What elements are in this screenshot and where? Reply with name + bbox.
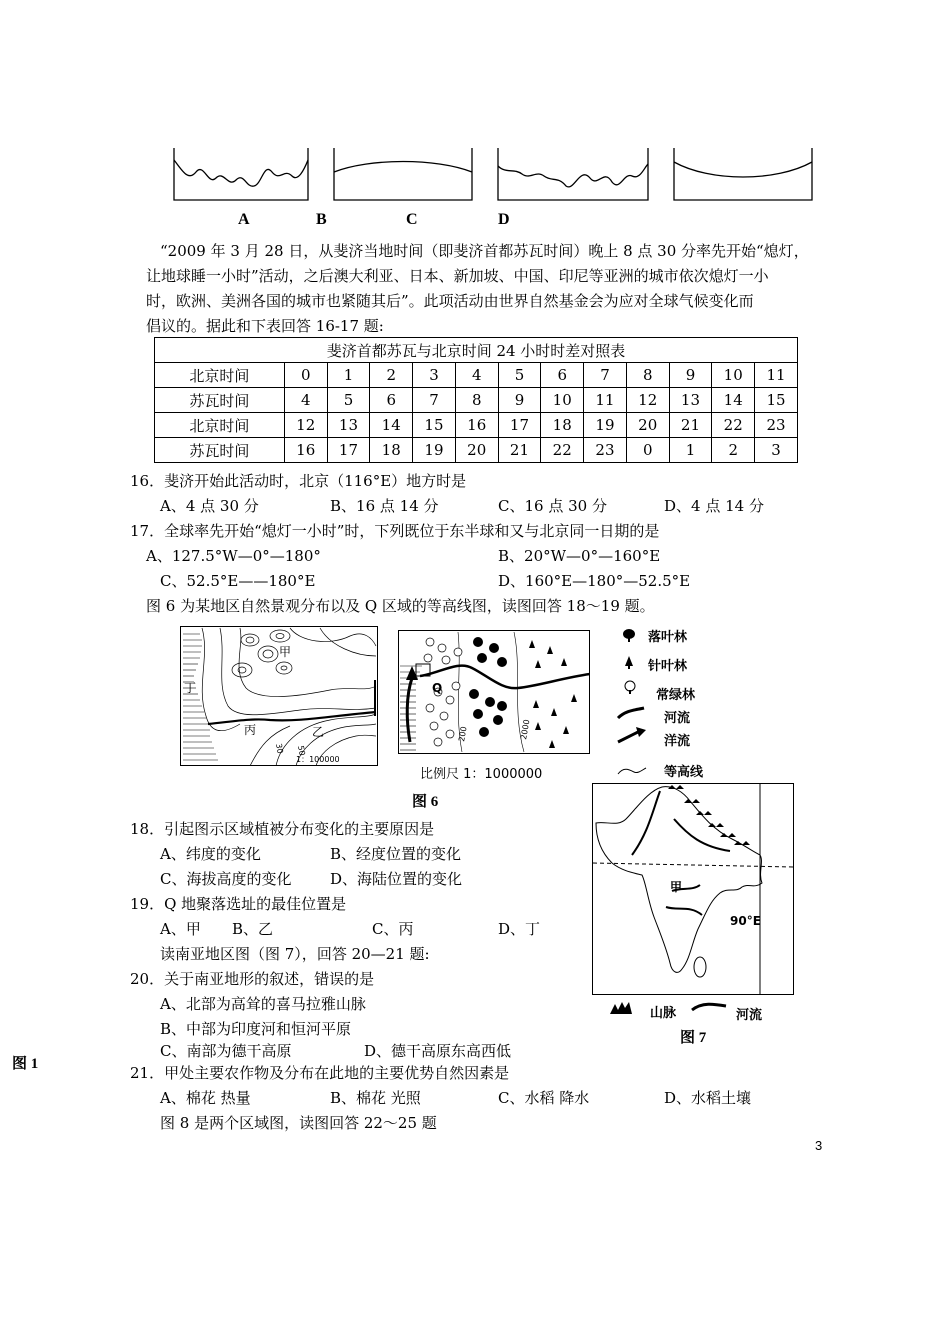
table-cell: 23 (584, 438, 627, 463)
fig7-caption: 图 7 (680, 1030, 707, 1046)
intro-line-2: 让地球睡一小时”活动，之后澳大利亚、日本、新加坡、中国、印尼等亚洲的城市依次熄灯一小 (146, 267, 769, 285)
fig1-label: 图 1 (12, 1056, 39, 1072)
q21-option-c: C、水稻 降水 (498, 1089, 590, 1107)
table-cell: 6 (541, 363, 584, 388)
table-cell: 10 (541, 388, 584, 413)
table-cell: 4 (284, 388, 327, 413)
table-cell: 13 (327, 413, 370, 438)
fig7-jia: 甲 (670, 880, 683, 894)
table-cell: 8 (626, 363, 669, 388)
time-difference-table (154, 337, 798, 463)
fig7-intro: 读南亚地区图（图 7），回答 20—21 题: (160, 945, 430, 963)
figure-label-c: C (406, 211, 418, 228)
fig6-point-yi: 乙 (312, 725, 325, 739)
table-cell: 11 (584, 388, 627, 413)
legend-evergreen: 常绿林 (656, 688, 696, 703)
fig6-contour-label-30: 30 (274, 742, 285, 755)
table-cell: 22 (541, 438, 584, 463)
page-number: 3 (815, 1138, 823, 1153)
table-row (155, 363, 798, 388)
table-cell: 23 (755, 413, 798, 438)
q17-option-a: A、127.5°W—0°—180° (146, 547, 321, 565)
q20-option-c: C、南部为德干高原 (160, 1042, 292, 1060)
table-cell: 0 (626, 438, 669, 463)
q21-option-a: A、棉花 热量 (160, 1089, 251, 1107)
q16-option-c: C、16 点 30 分 (498, 497, 607, 515)
figure-label-b: B (316, 211, 327, 228)
fig6-scale-right: 比例尺 1：1000000 (420, 767, 543, 782)
coniferous-forest-icon (625, 656, 633, 669)
q16-option-d: D、4 点 14 分 (664, 497, 764, 515)
table-cell: 0 (284, 363, 327, 388)
table-cell: 17 (498, 413, 541, 438)
table-cell: 10 (712, 363, 755, 388)
fig7-south-asia-map (592, 783, 794, 995)
fig8-intro: 图 8 是两个区域图，读图回答 22～25 题 (160, 1114, 437, 1132)
table-cell: 22 (712, 413, 755, 438)
contour-line-icon (618, 768, 646, 774)
intro-line-1: “2009 年 3 月 28 日，从斐济当地时间（即斐济首都苏瓦时间）晚上 8 点 30 分率先开始“熄灯， (160, 242, 809, 260)
fig6-scale-left: 1：100000 (296, 755, 340, 764)
q17-stem: 17．全球率先开始“熄灯一小时”时，下列既位于东半球和又与北京同一日期的是 (130, 522, 660, 540)
table-cell: 16 (455, 413, 498, 438)
fig6-contour-map (180, 626, 378, 766)
q21-stem: 21．甲处主要农作物及分布在此地的主要优势自然因素是 (130, 1064, 510, 1082)
table-cell: 14 (370, 413, 413, 438)
table-row (155, 438, 798, 463)
table-cell: 18 (370, 438, 413, 463)
table-title: 斐济首都苏瓦与北京时间 24 小时时差对照表 (155, 338, 798, 363)
q16-option-b: B、16 点 14 分 (330, 497, 439, 515)
fig6-contour-label-50: 50 (296, 744, 307, 757)
fig6-caption: 图 6 (412, 794, 439, 810)
fig6-contour-label-2000: 2000 (519, 718, 532, 741)
mountain-icon (610, 1002, 632, 1014)
fig6-contour-label-200: 200 (457, 725, 469, 743)
top-cross-section-figures (170, 142, 820, 204)
q19-option-a: A、甲 (160, 920, 201, 938)
q20-option-d: D、德干高原东高西低 (364, 1042, 512, 1060)
q18-option-b: B、经度位置的变化 (330, 845, 462, 863)
fig6-legend-icons (612, 624, 652, 780)
q17-option-b: B、20°W—0°—160°E (498, 547, 661, 565)
table-cell: 2 (370, 363, 413, 388)
table-cell: 17 (327, 438, 370, 463)
table-cell: 9 (669, 363, 712, 388)
legend-ocean-current: 洋流 (664, 734, 691, 749)
row-label: 北京时间 (155, 363, 285, 388)
legend-deciduous: 落叶林 (648, 630, 688, 645)
row-label: 苏瓦时间 (155, 388, 285, 413)
q18-option-c: C、海拔高度的变化 (160, 870, 292, 888)
fig6-point-bing: 丙 (244, 723, 257, 737)
fig6-intro: 图 6 为某地区自然景观分布以及 Q 区域的等高线图，读图回答 18～19 题。 (146, 597, 655, 615)
table-cell: 18 (541, 413, 584, 438)
table-cell: 19 (584, 413, 627, 438)
table-cell: 13 (669, 388, 712, 413)
fig6-point-jia: 甲 (279, 645, 292, 659)
table-cell: 20 (626, 413, 669, 438)
table-cell: 15 (413, 413, 456, 438)
fig7-legend-river: 河流 (736, 1008, 763, 1023)
q21-option-d: D、水稻土壤 (664, 1089, 752, 1107)
intro-line-4: 倡议的。据此和下表回答 16-17 题: (146, 317, 384, 335)
table-cell: 1 (669, 438, 712, 463)
row-label: 苏瓦时间 (155, 438, 285, 463)
intro-line-3: 时，欧洲、美洲各国的城市也紧随其后”。此项活动由世界自然基金会为应对全球气候变化而 (146, 292, 754, 310)
table-cell: 20 (455, 438, 498, 463)
table-cell: 7 (413, 388, 456, 413)
table-cell: 21 (669, 413, 712, 438)
q19-stem: 19．Q 地聚落选址的最佳位置是 (130, 895, 347, 913)
table-cell: 7 (584, 363, 627, 388)
table-row (155, 388, 798, 413)
table-cell: 12 (626, 388, 669, 413)
fig6-q-label: Q (432, 681, 443, 695)
table-cell: 16 (284, 438, 327, 463)
q18-option-a: A、纬度的变化 (160, 845, 261, 863)
fig7-longitude: 90°E (730, 914, 761, 928)
legend-coniferous: 针叶林 (648, 659, 688, 674)
deciduous-forest-icon (623, 629, 635, 642)
legend-river: 河流 (664, 711, 691, 726)
table-cell: 3 (413, 363, 456, 388)
table-cell: 1 (327, 363, 370, 388)
table-cell: 4 (455, 363, 498, 388)
table-cell: 19 (413, 438, 456, 463)
figure-label-a: A (238, 211, 250, 228)
table-cell: 3 (755, 438, 798, 463)
table-cell: 21 (498, 438, 541, 463)
q19-option-c: C、丙 (372, 920, 414, 938)
q18-option-d: D、海陆位置的变化 (330, 870, 463, 888)
river-icon (692, 1004, 726, 1010)
q19-option-b: B、乙 (232, 920, 274, 938)
table-cell: 5 (498, 363, 541, 388)
q20-option-a: A、北部为高耸的喜马拉雅山脉 (160, 995, 366, 1013)
fig6-vegetation-map (398, 630, 590, 754)
river-icon (618, 708, 644, 718)
figure-label-d: D (498, 211, 510, 228)
legend-contour: 等高线 (664, 765, 704, 780)
q18-stem: 18．引起图示区域植被分布变化的主要原因是 (130, 820, 435, 838)
table-cell: 5 (327, 388, 370, 413)
q17-option-c: C、52.5°E——180°E (160, 572, 316, 590)
q21-option-b: B、棉花 光照 (330, 1089, 421, 1107)
q20-stem: 20．关于南亚地形的叙述，错误的是 (130, 970, 375, 988)
q16-stem: 16．斐济开始此活动时，北京（116°E）地方时是 (130, 472, 467, 490)
table-cell: 12 (284, 413, 327, 438)
q17-option-d: D、160°E—180°—52.5°E (498, 572, 691, 590)
q19-option-d: D、丁 (498, 920, 541, 938)
fig6-point-ding: 丁 (184, 681, 197, 695)
q20-option-b: B、中部为印度河和恒河平原 (160, 1020, 352, 1038)
table-cell: 6 (370, 388, 413, 413)
ocean-current-icon (618, 727, 646, 742)
table-cell: 2 (712, 438, 755, 463)
evergreen-forest-icon (625, 681, 635, 694)
row-label: 北京时间 (155, 413, 285, 438)
table-row (155, 413, 798, 438)
q16-option-a: A、4 点 30 分 (160, 497, 259, 515)
table-cell: 8 (455, 388, 498, 413)
table-cell: 14 (712, 388, 755, 413)
table-cell: 15 (755, 388, 798, 413)
table-cell: 11 (755, 363, 798, 388)
fig7-legend-mountain: 山脉 (650, 1006, 677, 1021)
table-cell: 9 (498, 388, 541, 413)
